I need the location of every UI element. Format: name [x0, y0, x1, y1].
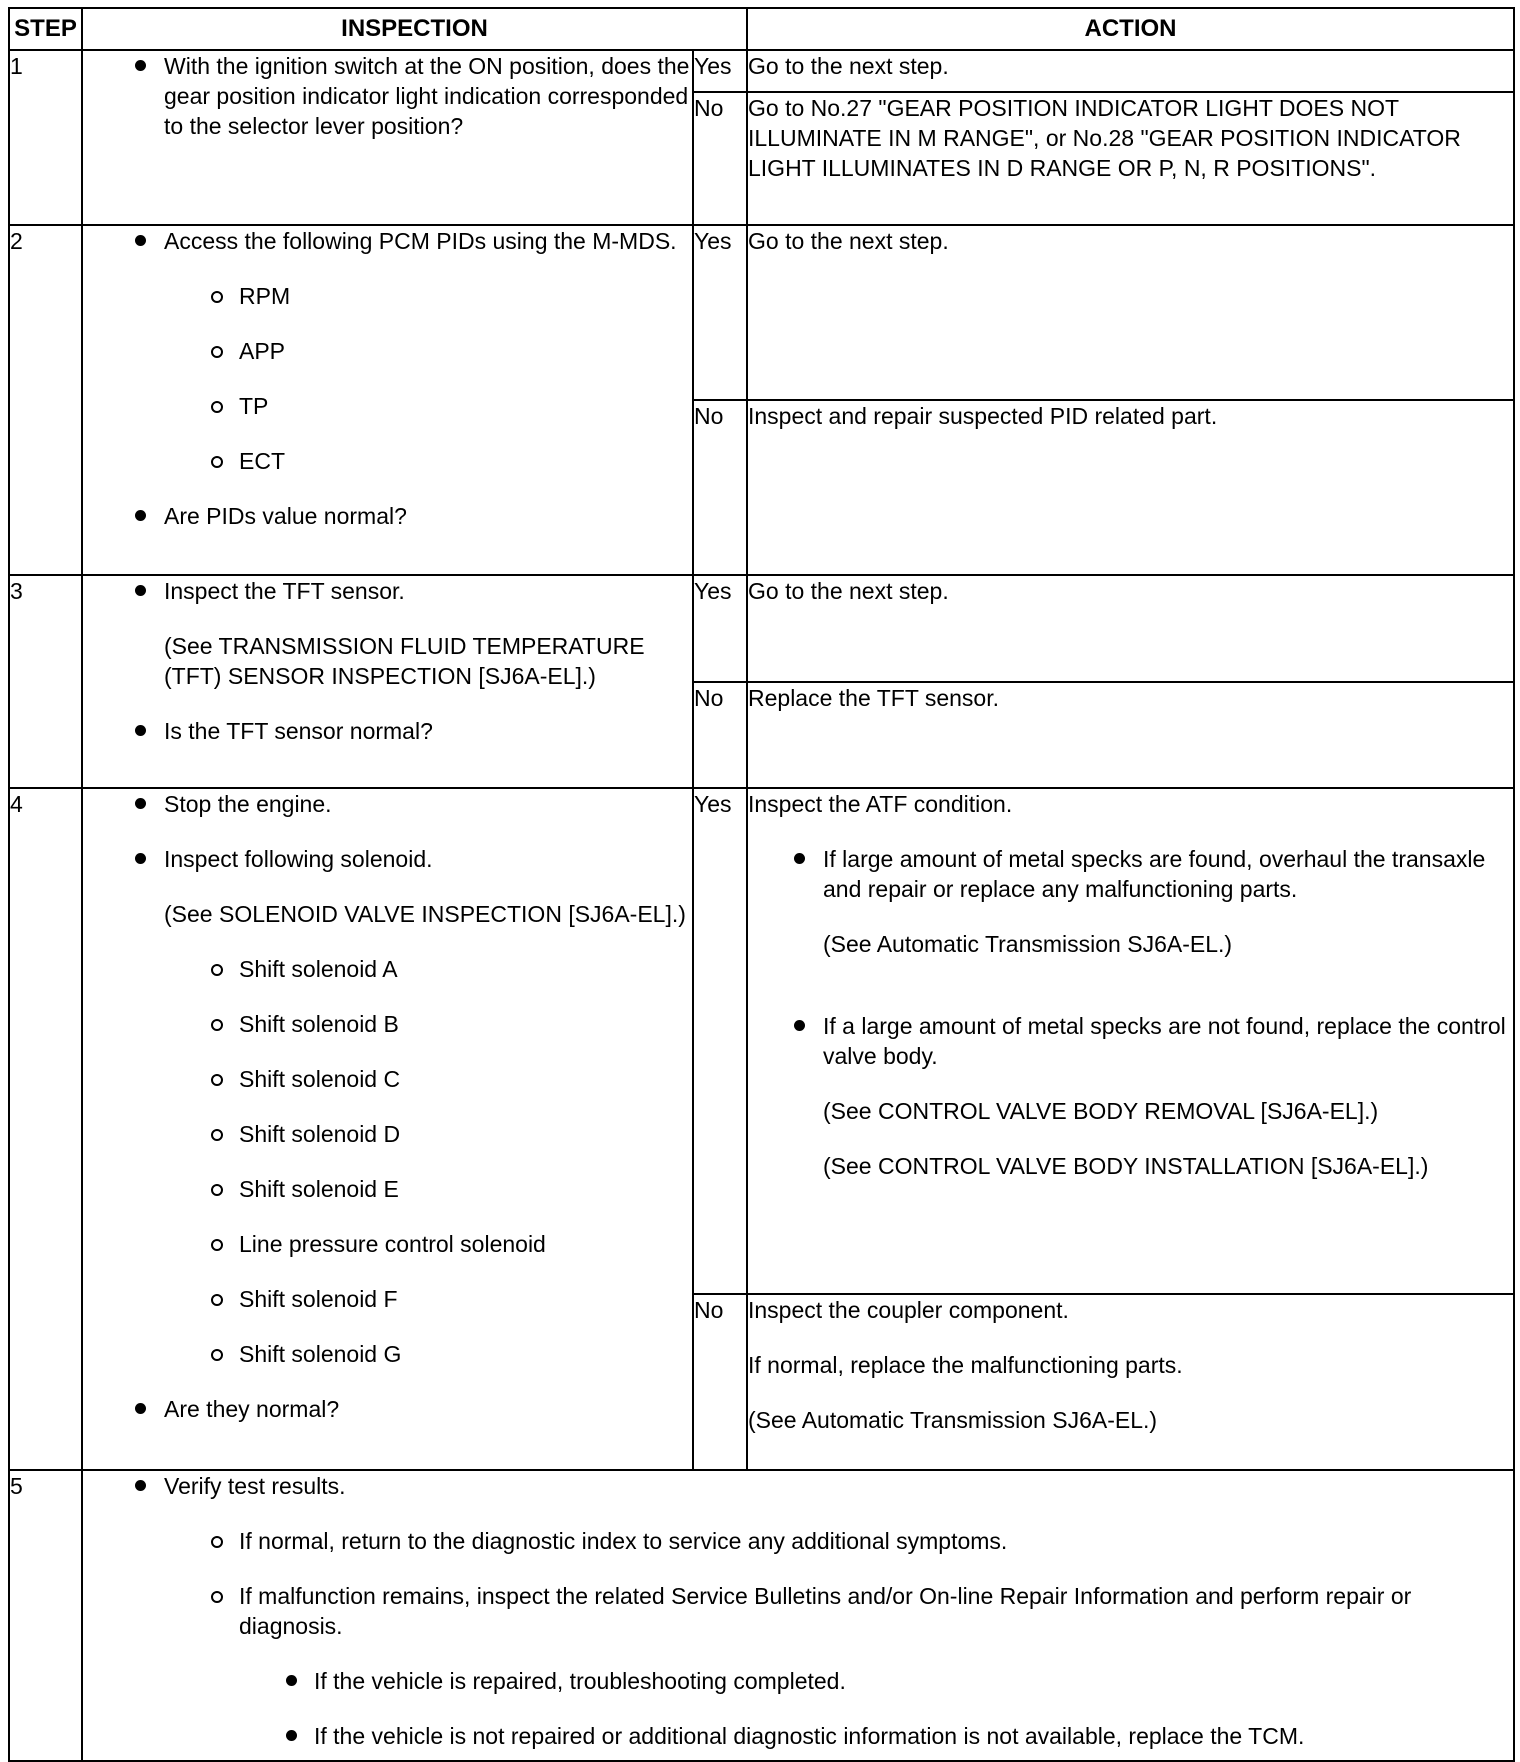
inspection-bullet: Inspect following solenoid.: [83, 844, 692, 874]
solenoid-item: Shift solenoid A: [83, 954, 692, 984]
inspection-bullet: Are PIDs value normal?: [83, 501, 692, 531]
step-number: 3: [9, 575, 82, 788]
yes-label: Yes: [693, 50, 747, 92]
result-item: If normal, return to the diagnostic index to service any additional symptoms.: [83, 1526, 1513, 1556]
solenoid-item: Shift solenoid B: [83, 1009, 692, 1039]
action-bullet: If a large amount of metal specks are not found, replace the control valve body.: [748, 1011, 1513, 1071]
inspection-cell: [82, 1470, 1514, 1761]
inspection-cell: [82, 575, 693, 788]
yes-action: Go to the next step.: [747, 225, 1514, 400]
solenoid-item: Line pressure control solenoid: [83, 1229, 692, 1259]
inspection-bullet: With the ignition switch at the ON position, does the gear position indicator light indication corresponded to the selector lever position?: [83, 51, 692, 141]
inspection-bullet: Access the following PCM PIDs using the M-MDS.: [83, 226, 692, 256]
no-label: No: [693, 682, 747, 788]
yes-label: Yes: [693, 788, 747, 1294]
no-action: Inspect and repair suspected PID related part.: [747, 400, 1514, 575]
no-action: Go to No.27 "GEAR POSITION INDICATOR LIGHT DOES NOT ILLUMINATE IN M RANGE", or No.28 "GEAR POSITION INDICATOR LIGHT ILLUMINATES IN D RANGE OR P, N, R POSITIONS".: [747, 92, 1514, 225]
yes-action: Go to the next step.: [747, 575, 1514, 682]
action-text: If normal, replace the malfunctioning parts.: [748, 1352, 1183, 1378]
pid-item: ECT: [83, 446, 692, 476]
inspection-bullet: Are they normal?: [83, 1394, 692, 1424]
reference-note: (See TRANSMISSION FLUID TEMPERATURE (TFT) SENSOR INSPECTION [SJ6A-EL].): [164, 633, 645, 689]
reference-note: (See Automatic Transmission SJ6A-EL.): [823, 931, 1233, 957]
no-action: [747, 1294, 1514, 1470]
step-5-row: [9, 1470, 1514, 1761]
solenoid-item: Shift solenoid F: [83, 1284, 692, 1314]
pid-item: APP: [83, 336, 692, 366]
inspection-cell: [82, 225, 693, 575]
step-4-yes-row: [9, 788, 1514, 1294]
reference-note: (See CONTROL VALVE BODY REMOVAL [SJ6A-EL].): [823, 1098, 1379, 1124]
no-label: No: [693, 1294, 747, 1470]
step-number: 1: [9, 50, 82, 225]
no-label: No: [693, 400, 747, 575]
reference-note: (See Automatic Transmission SJ6A-EL.): [748, 1407, 1158, 1433]
step-number: 4: [9, 788, 82, 1470]
action-text: Inspect the ATF condition.: [748, 791, 1013, 817]
yes-action: [747, 788, 1514, 1294]
inspection-bullet: Is the TFT sensor normal?: [83, 716, 692, 746]
action-text: Inspect the coupler component.: [748, 1297, 1069, 1323]
pid-item: TP: [83, 391, 692, 421]
yes-label: Yes: [693, 575, 747, 682]
step-1-yes-row: [9, 50, 1514, 92]
step-number: 5: [9, 1470, 82, 1761]
step-3-yes-row: [9, 575, 1514, 682]
no-action: Replace the TFT sensor.: [747, 682, 1514, 788]
result-subitem: If the vehicle is repaired, troubleshooting completed.: [83, 1666, 1513, 1696]
inspection-column-header: INSPECTION: [82, 8, 747, 50]
inspection-bullet: Verify test results.: [83, 1471, 1513, 1501]
step-column-header: STEP: [9, 8, 82, 50]
inspection-bullet: Inspect the TFT sensor.: [83, 576, 692, 606]
result-subitem: If the vehicle is not repaired or additional diagnostic information is not available, replace the TCM.: [83, 1721, 1513, 1751]
reference-note: (See SOLENOID VALVE INSPECTION [SJ6A-EL].): [164, 901, 686, 927]
pid-item: RPM: [83, 281, 692, 311]
result-item: If malfunction remains, inspect the related Service Bulletins and/or On-line Repair Information and perform repair or diagnosis.: [83, 1581, 1513, 1641]
solenoid-item: Shift solenoid G: [83, 1339, 692, 1369]
diagnostic-procedure-table: [8, 7, 1515, 1762]
solenoid-item: Shift solenoid D: [83, 1119, 692, 1149]
table-header-row: [9, 8, 1514, 50]
solenoid-item: Shift solenoid E: [83, 1174, 692, 1204]
no-label: No: [693, 92, 747, 225]
inspection-bullet: Stop the engine.: [83, 789, 692, 819]
yes-label: Yes: [693, 225, 747, 400]
solenoid-item: Shift solenoid C: [83, 1064, 692, 1094]
action-column-header: ACTION: [747, 8, 1514, 50]
step-2-yes-row: [9, 225, 1514, 400]
inspection-cell: [82, 788, 693, 1470]
reference-note: (See CONTROL VALVE BODY INSTALLATION [SJ6A-EL].): [823, 1153, 1429, 1179]
inspection-cell: [82, 50, 693, 225]
yes-action: Go to the next step.: [747, 50, 1514, 92]
step-number: 2: [9, 225, 82, 575]
action-bullet: If large amount of metal specks are found, overhaul the transaxle and repair or replace any malfunctioning parts.: [748, 844, 1513, 904]
